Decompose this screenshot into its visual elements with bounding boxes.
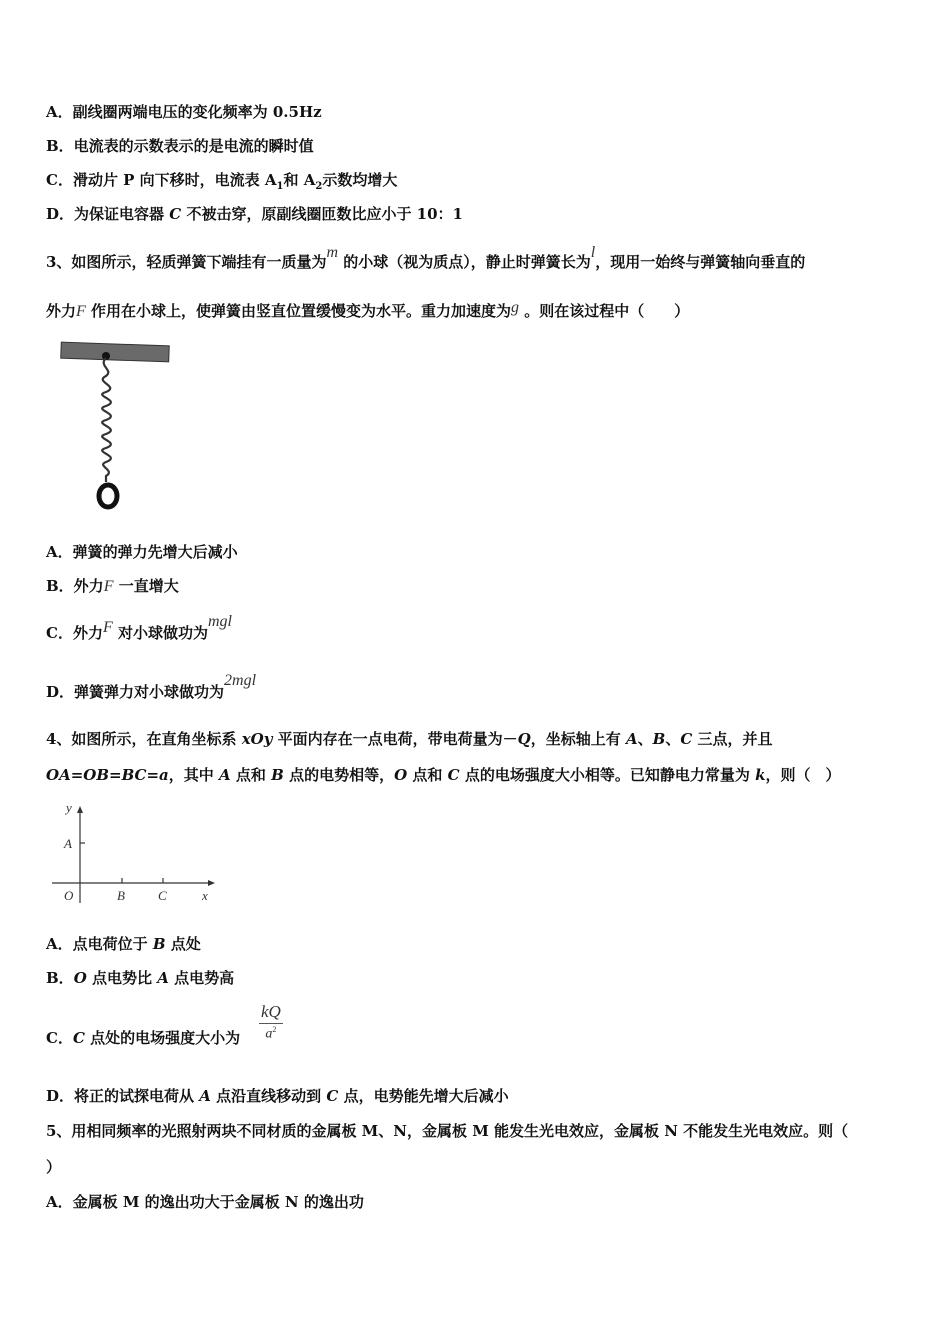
x-axis-arrow [208, 880, 215, 886]
label-b: B [117, 888, 125, 903]
label-a: A [64, 836, 72, 851]
q2-option-c: C．滑动片 P 向下移时，电流表 $A_1$和 $A_2$示数均增大 [46, 171, 398, 192]
label-y: y [66, 800, 72, 815]
q3-stem-line1: 3、如图所示，轻质弹簧下端挂有一质量为m 的小球（视为质点），静止时弹簧长为l，现用一始终与弹簧轴向垂直的 [46, 244, 806, 271]
fraction-kq-over-a2: kQ $a^2$ [261, 1002, 281, 1042]
q4-stem-line2: OA=OB=BC=a，其中 A 点和 B 点的电势相等，O 点和 C 点的电场强度大小相等。已知静电力常量为 k，则（ ） [46, 766, 841, 784]
q5-stem-line2: ） [46, 1158, 62, 1176]
q4-option-d: D．将正的试探电荷从 A 点沿直线移动到 C 点，电势能先增大后减小 [46, 1087, 509, 1105]
q3-option-c: C．外力F 对小球做功为mgl [46, 613, 232, 642]
coordinate-diagram [50, 798, 222, 910]
q5-option-a: A．金属板 M 的逸出功大于金属板 N 的逸出功 [46, 1193, 364, 1211]
label-o: O [64, 888, 74, 903]
label-x: x [202, 888, 208, 903]
q4-option-b: B．O 点电势比 A 点电势高 [46, 969, 235, 987]
q4-stem-line1: 4、如图所示，在直角坐标系 xOy 平面内存在一点电荷，带电荷量为－Q，坐标轴上有 A、B、C 三点，并且 [46, 730, 773, 748]
ceiling-bar [61, 342, 169, 362]
q2-option-b: B．电流表的示数表示的是电流的瞬时值 [46, 137, 314, 155]
ball [99, 485, 117, 507]
spring-coil [102, 358, 111, 482]
q3-option-a: A．弹簧的弹力先增大后减小 [46, 543, 238, 561]
q3-option-b: B．外力F 一直增大 [46, 577, 179, 595]
q3-option-d: D．弹簧弹力对小球做功为2mgl [46, 672, 257, 701]
y-axis-arrow [77, 806, 83, 813]
q2-option-d: D．为保证电容器 C 不被击穿，原副线圈匝数比应小于 10：1 [46, 205, 463, 223]
label-c: C [158, 888, 167, 903]
spring-diagram [58, 340, 174, 515]
q4-option-c: C．C 点处的电场强度大小为 [46, 1029, 241, 1047]
q5-stem-line1: 5、用相同频率的光照射两块不同材质的金属板 M、N，金属板 M 能发生光电效应，金属板 N 不能发生光电效应。则（ [46, 1122, 849, 1140]
q2-option-a: A．副线圈两端电压的变化频率为 0.5Hz [46, 103, 322, 121]
q4-option-a: A．点电荷位于 B 点处 [46, 935, 201, 953]
q3-stem-line2: 外力F 作用在小球上，使弹簧由竖直位置缓慢变为水平。重力加速度为g 。则在该过程中（ ） [46, 299, 690, 320]
